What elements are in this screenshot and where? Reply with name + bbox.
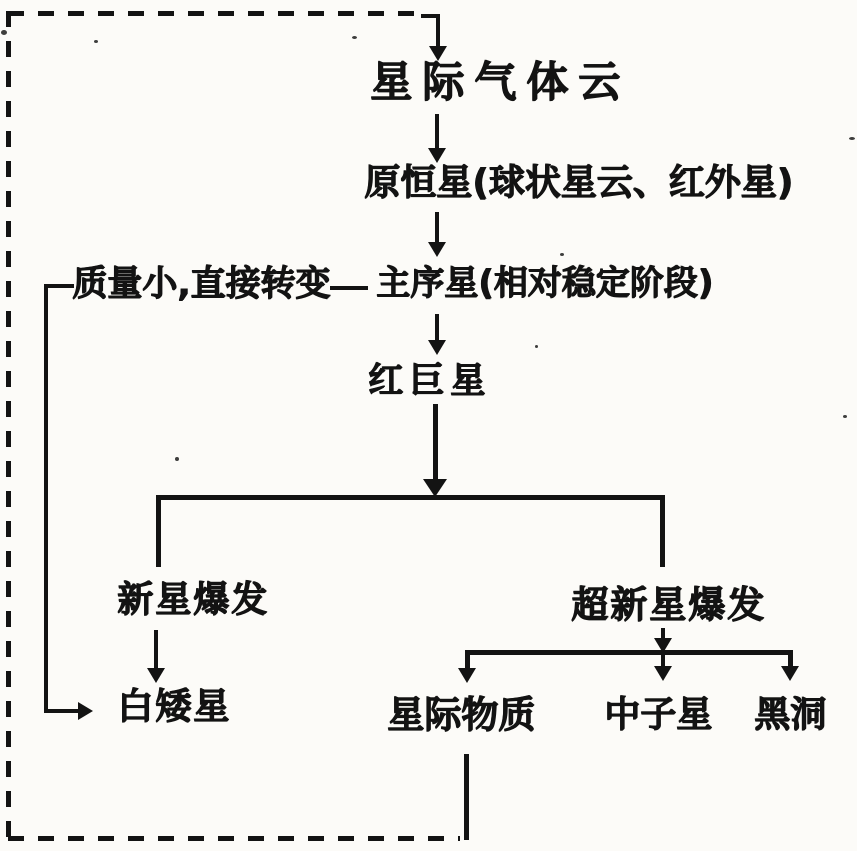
arrow-cloud-to-protostar xyxy=(435,114,439,150)
node-supernova-outburst: 超新星爆发 xyxy=(571,583,766,626)
loop-bottom-horizontal xyxy=(44,709,80,713)
note-connector-dash xyxy=(330,286,368,290)
node-black-hole: 黑洞 xyxy=(754,694,827,735)
dashed-border-left xyxy=(6,11,11,841)
scan-speck xyxy=(175,457,179,461)
entry-elbow-vertical xyxy=(436,14,440,48)
scan-speck xyxy=(843,415,847,418)
arrow-mainsequence-to-redgiant xyxy=(435,314,439,342)
scan-speck xyxy=(352,36,357,39)
arrow-nova-to-whitedwarf xyxy=(154,630,158,670)
node-interstellar-matter: 星际物质 xyxy=(387,693,535,736)
node-protostar: 原恒星(球状星云、红外星) xyxy=(364,162,793,203)
recycle-exit-line xyxy=(464,754,469,840)
branch2-left-drop xyxy=(465,650,470,670)
edge-label-small-mass: 质量小,直接转变 xyxy=(72,264,331,304)
branch1-left-drop xyxy=(156,495,161,567)
arrowhead-interstellar-matter xyxy=(458,668,476,683)
arrowhead-neutron-star xyxy=(654,666,672,681)
branch1-right-drop xyxy=(660,495,665,567)
loop-vertical xyxy=(44,284,48,713)
node-neutron-star: 中子星 xyxy=(604,694,713,735)
arrowhead-protostar xyxy=(428,148,446,163)
arrow-redgiant-to-branch xyxy=(433,404,438,482)
scan-speck xyxy=(849,137,855,140)
node-main-sequence-star: 主序星(相对稳定阶段) xyxy=(376,263,714,303)
node-interstellar-gas-cloud: 星际气体云 xyxy=(370,57,631,106)
scan-speck xyxy=(1,30,7,35)
scan-speck xyxy=(94,40,98,43)
arrowhead-redgiant xyxy=(428,340,446,355)
arrowhead-whitedwarf xyxy=(147,668,165,683)
node-red-giant: 红巨星 xyxy=(368,361,492,401)
branch-line-2 xyxy=(465,650,793,655)
loop-top-horizontal xyxy=(44,284,74,288)
node-white-dwarf: 白矮星 xyxy=(117,686,232,727)
node-nova-outburst: 新星爆发 xyxy=(117,579,270,620)
scan-speck xyxy=(560,253,564,256)
arrowhead-mainsequence xyxy=(428,242,446,257)
dashed-border-bottom xyxy=(8,836,460,841)
branch-line-1 xyxy=(156,495,665,500)
arrowhead-loop-into-whitedwarf xyxy=(78,702,93,720)
arrowhead-black-hole xyxy=(781,666,799,681)
dashed-border-top xyxy=(8,11,424,16)
arrow-protostar-to-mainsequence xyxy=(435,212,439,244)
scan-speck xyxy=(535,345,538,348)
